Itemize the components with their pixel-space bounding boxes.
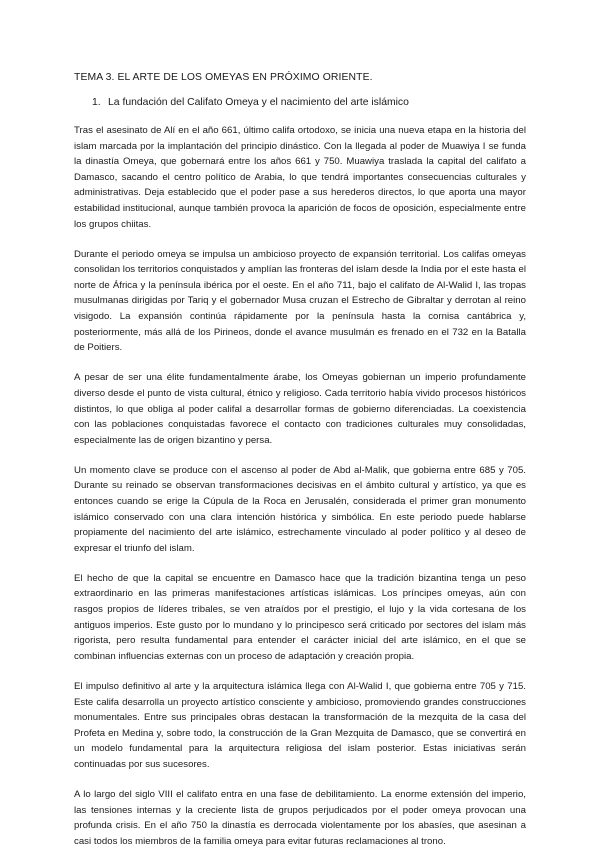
section-heading-text: La fundación del Califato Omeya y el nacimiento del arte islámico [108, 97, 409, 108]
section-heading [74, 96, 526, 109]
paragraph-abd-al-malik: Un momento clave se produce con el ascenso al poder de Abd al-Malik, que gobierna entre 685 y 705. Durante su reinado se observan transformaciones decisivas en el ámbito cultural y artístico, ya que es entonces cuando se erige la Cúpula de la Roca en Jerusalén, considerada el primer gran monumento islámico conservado con una clara intención histórica y simbólica. En este periodo puede hablarse propiamente del nacimiento del arte islámico, estrechamente vinculado al poder político y al deseo de expresar el triunfo del islam. [74, 464, 526, 554]
paragraph-dynasty-origins: Tras el asesinato de Alí en el año 661, último califa ortodoxo, se inicia una nueva etapa en la historia del islam marcada por la implantación del principio dinástico. Con la llegada al poder de Muawiya I se funda la dinastía Omeya, que gobernará entre los años 661 y 750. Muawiya traslada la capital del califato a Damasco, sacando el centro político de Arabia, lo que tendrá importantes consecuencias culturales y administrativas. Deja establecido que el poder pase a sus herederos directos, lo que aporta una mayor estabilidad institucional, aunque también provoca la aparición de focos de oposición, especialmente entre los grupos chiitas. [74, 125, 526, 230]
section-number: 1. [92, 97, 101, 108]
paragraph-territorial-expansion: Durante el periodo omeya se impulsa un ambicioso proyecto de expansión territorial. Los califas omeyas consolidan los territorios conquistados y amplían las fronteras del islam desde la India por el este hasta el norte de África y la península ibérica por el oeste. En el año 711, bajo el califato de Al-Walid I, las tropas musulmanas dirigidas por Tariq y el gobernador Musa cruzan el Estrecho de Gibraltar y derrotan al reino visigodo. La expansión continúa rápidamente por la península hasta la cornisa cantábrica y, posteriormente, más allá de los Pirineos, donde el avance musulmán es frenado en el 732 en la Batalla de Poitiers. [74, 248, 526, 354]
paragraph-decline: A lo largo del siglo VIII el califato entra en una fase de debilitamiento. La enorme extensión del imperio, las tensiones internas y la creciente lista de grupos perjudicados por el poder omeya provocan una profunda crisis. En el año 750 la dinastía es derrocada violentamente por los abasíes, que asesinan a casi todos los miembros de la familia omeya para evitar futuras reclamaciones al trono. [74, 788, 526, 847]
paragraph-byzantine-influence: El hecho de que la capital se encuentre en Damasco hace que la tradición bizantina tenga un peso extraordinario en las primeras manifestaciones artísticas islámicas. Los príncipes omeyas, aún con rasgos propios de líderes tribales, se ven atraídos por el prestigio, el lujo y la vida cortesana de los antiguos imperios. Este gusto por lo mundano y lo principesco será criticado por sectores del islam más rigorista, pero resulta fundamental para entender el carácter inicial del arte islámico, en el que se combinan influencias externas con un proceso de adaptación y creación propia. [74, 572, 526, 662]
paragraph-al-walid: El impulso definitivo al arte y la arquitectura islámica llega con Al-Walid I, que gobierna entre 705 y 715. Este califa desarrolla un proyecto artístico consciente y ambicioso, promoviendo grandes construcciones monumentales. Entre sus principales obras destacan la transformación de la mezquita de la casa del Profeta en Medina y, sobre todo, la construcción de la Gran Mezquita de Damasco, que se convertirá en un modelo fundamental para la arquitectura religiosa del islam posterior. Estas iniciativas serán continuadas por sus sucesores. [74, 680, 526, 770]
paragraph-cultural-diversity: A pesar de ser una élite fundamentalmente árabe, los Omeyas gobiernan un imperio profundamente diverso desde el punto de vista cultural, étnico y religioso. Cada territorio había vivido procesos históricos distintos, lo que obliga al poder califal a desarrollar formas de gobierno diferenciadas. La coexistencia con las poblaciones conquistadas favorece el contacto con tradiciones culturales muy consolidadas, especialmente las de origen bizantino y persa. [74, 372, 526, 446]
document-title: TEMA 3. EL ARTE DE LOS OMEYAS EN PRÓXIMO ORIENTE. [74, 72, 373, 83]
